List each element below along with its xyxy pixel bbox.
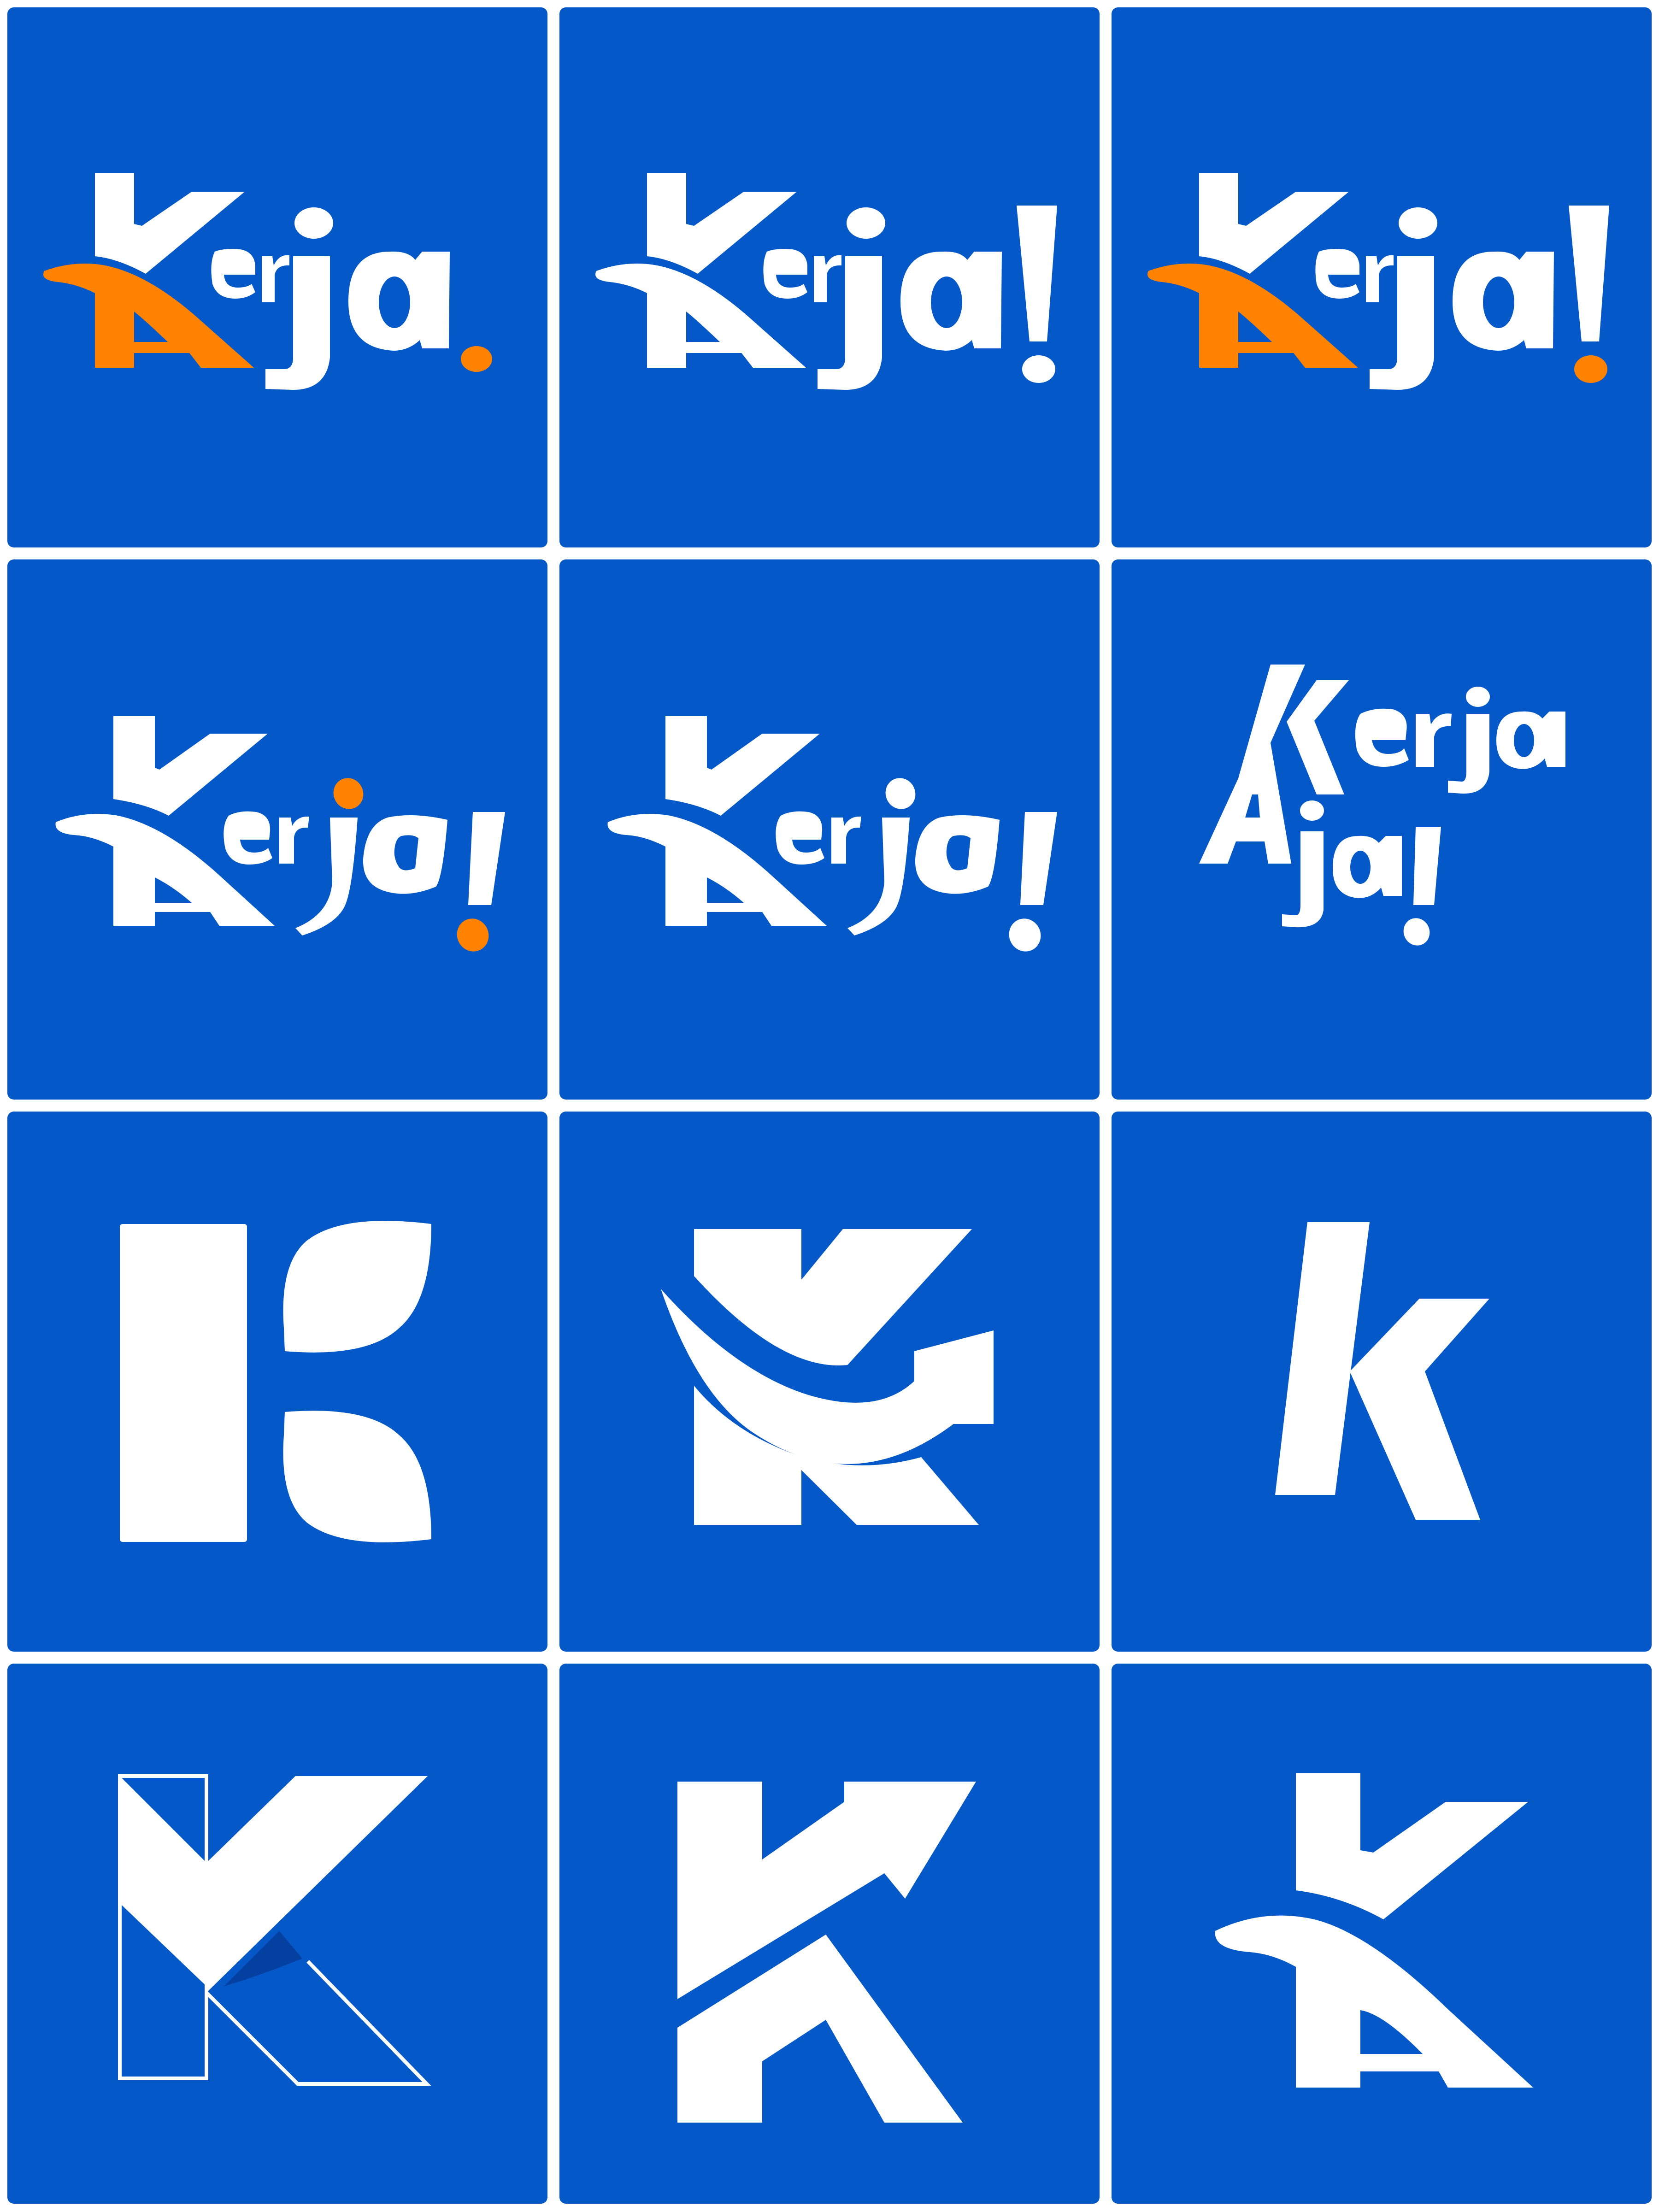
logo-tile-kerja-exclaim-orange [1112,7,1652,547]
k-italic-mark [1112,1112,1652,1652]
k-leaves-mark [7,1112,547,1652]
k-arrow-mark [559,1664,1100,2204]
logo-tile-kerja-aja [1112,559,1652,1100]
logo-tile-kerja-italic-white [559,559,1100,1100]
logo-tile-kerja-dot-orange [7,7,547,547]
wordmark-kerja-aja [1112,559,1652,1100]
k-outlined-mark [7,1664,547,2204]
wordmark-kerja-italic [559,559,1100,1100]
logo-tile-k-swoosh [559,1112,1100,1652]
logo-tile-k-italic [1112,1112,1652,1652]
wordmark-kerja-italic-accent [7,559,547,1100]
wordmark-kerja-dot [7,7,547,547]
logo-tile-kerja-italic-orange [7,559,547,1100]
logo-tile-k-leaves [7,1112,547,1652]
wordmark-kerja-exclaim-accent [1112,7,1652,547]
wordmark-kerja-exclaim [559,7,1100,547]
k-wing-mark [1112,1664,1652,2204]
logo-tile-kerja-exclaim-white [559,7,1100,547]
logo-tile-k-arrow [559,1664,1100,2204]
k-swoosh-mark [559,1112,1100,1652]
logo-tile-k-outlined [7,1664,547,2204]
logo-tile-k-wing [1112,1664,1652,2204]
